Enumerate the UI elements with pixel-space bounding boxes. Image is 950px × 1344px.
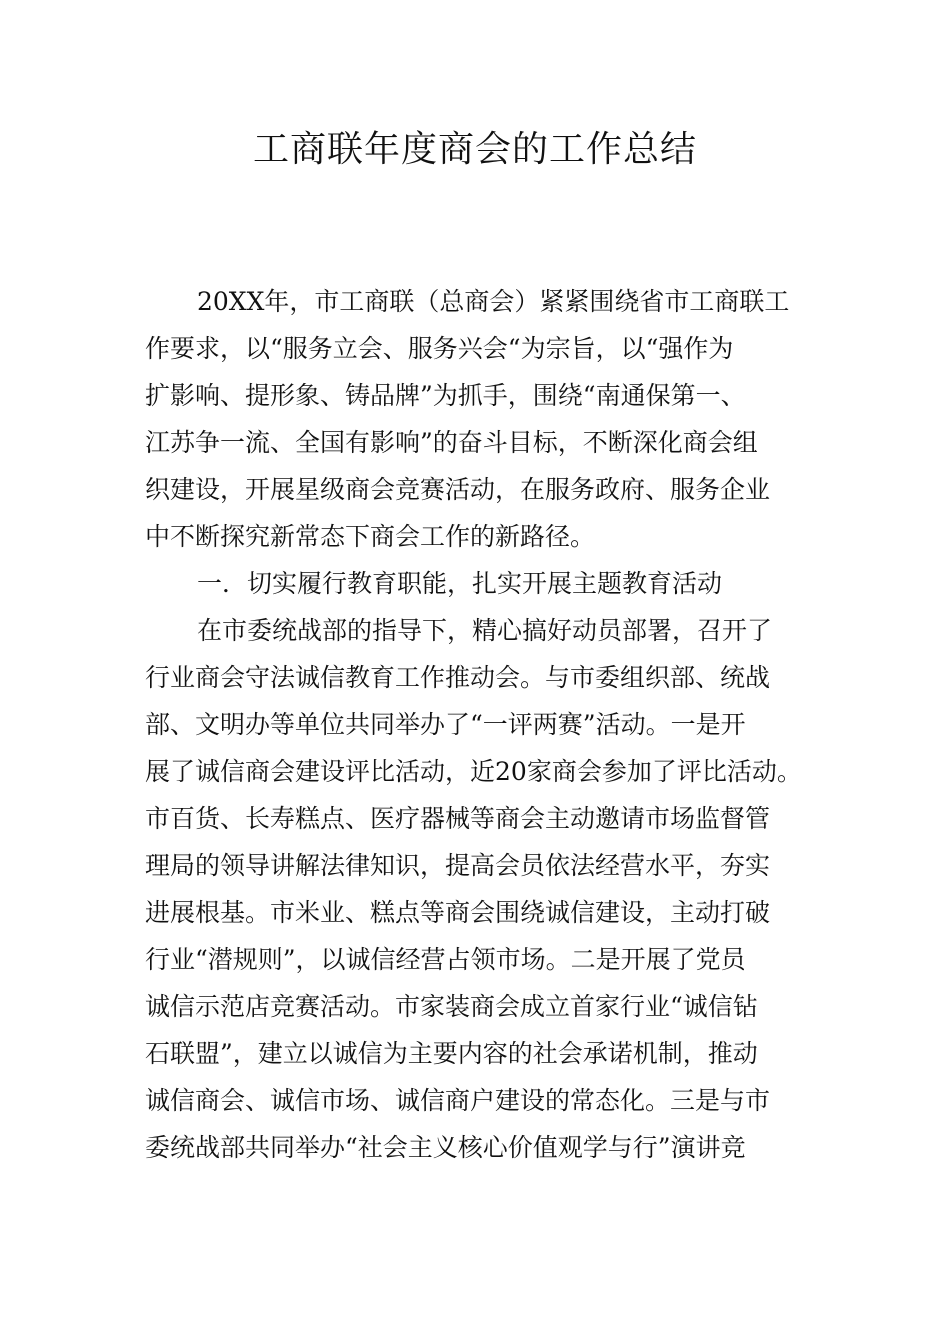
text-line: 展了诚信商会建设评比活动，近20家商会参加了评比活动。 — [145, 757, 802, 786]
text-line: 行业“潜规则”，以诚信经营占领市场。二是开展了党员 — [145, 945, 746, 974]
section-heading-text: 一．切实履行教育职能，扎实开展主题教育活动 — [197, 569, 723, 598]
text-line: 理局的领导讲解法律知识，提高会员依法经营水平，夯实 — [145, 851, 771, 880]
section-heading — [145, 560, 807, 607]
text-line: 市百货、长寿糕点、医疗器械等商会主动邀请市场监督管 — [145, 804, 771, 833]
paragraph-intro — [145, 278, 807, 560]
document-body — [145, 278, 807, 1171]
text-line: 20XX年，市工商联（总商会）紧紧围绕省市工商联工 — [197, 287, 790, 316]
text-line: 中不断探究新常态下商会工作的新路径。 — [145, 522, 596, 551]
text-line: 织建设，开展星级商会竞赛活动，在服务政府、服务企业 — [145, 475, 771, 504]
text-line: 江苏争一流、全国有影响”的奋斗目标，不断深化商会组 — [145, 428, 758, 457]
paragraph-education — [145, 607, 807, 1171]
text-line: 石联盟”，建立以诚信为主要内容的社会承诺机制，推动 — [145, 1039, 758, 1068]
document-title: 工商联年度商会的工作总结 — [252, 129, 697, 170]
text-line: 委统战部共同举办“社会主义核心价值观学与行”演讲竞 — [145, 1133, 746, 1162]
text-line: 诚信商会、诚信市场、诚信商户建设的常态化。三是与市 — [145, 1086, 771, 1115]
text-line: 在市委统战部的指导下，精心搞好动员部署，召开了 — [197, 616, 773, 645]
text-line: 行业商会守法诚信教育工作推动会。与市委组织部、统战 — [145, 663, 771, 692]
text-line: 诚信示范店竞赛活动。市家装商会成立首家行业“诚信钻 — [145, 992, 758, 1021]
text-line: 进展根基。市米业、糕点等商会围绕诚信建设，主动打破 — [145, 898, 771, 927]
text-line: 作要求，以“服务立会、服务兴会“为宗旨，以“强作为 — [145, 334, 734, 363]
text-line: 扩影响、提形象、铸品牌”为抓手，围绕“南通保第一、 — [145, 381, 746, 410]
text-line: 部、文明办等单位共同举办了“一评两赛”活动。一是开 — [145, 710, 746, 739]
